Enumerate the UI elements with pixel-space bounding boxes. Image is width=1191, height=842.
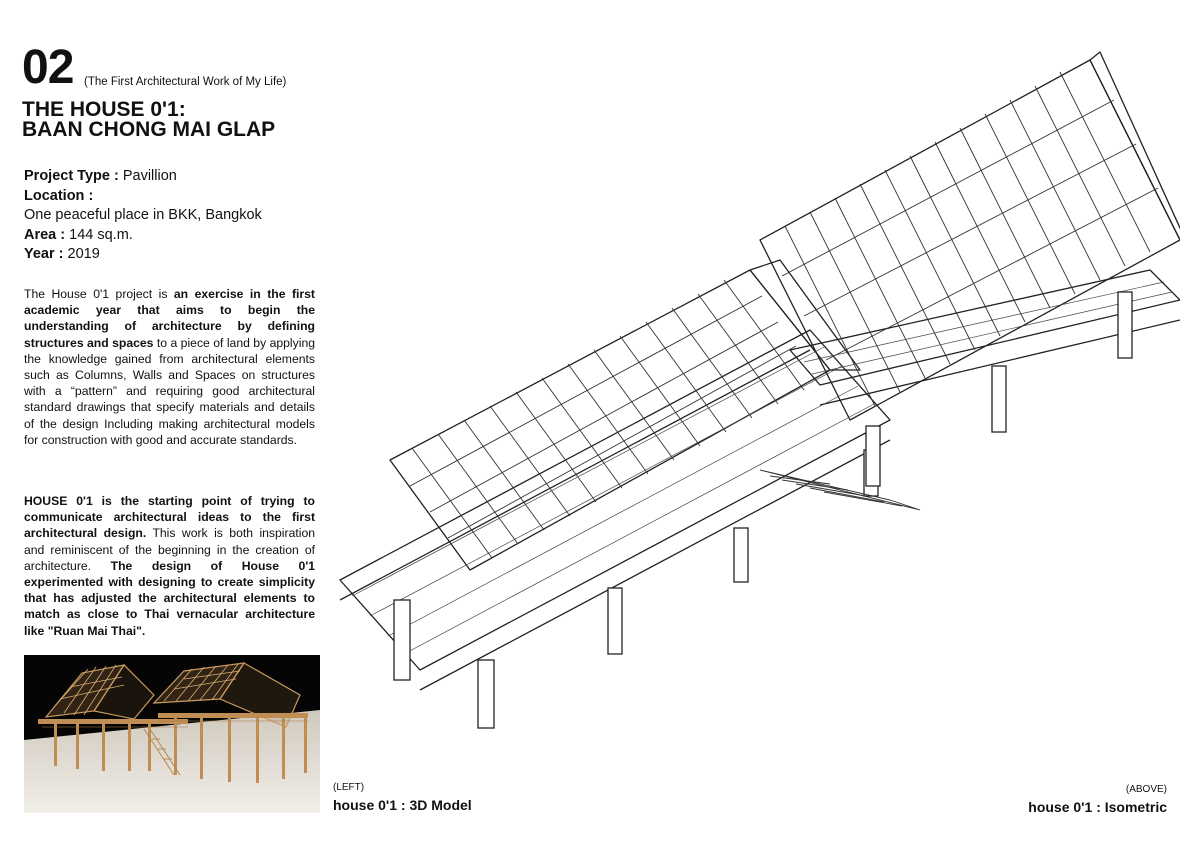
para2-text-1: This work is both inspiration and reminiscent of the beginning in the creation of architecture. [24,526,315,573]
project-title [22,100,275,140]
meta-year [24,245,324,265]
para2-bold-2: The design of House 0'1 experimented with designing to create simplicity that has adjusted the architectural elements to match as close to Thai vernacular architecture like "Ruan Mai Thai". [24,558,315,638]
meta-project-type-label: Project Type : [24,168,119,184]
meta-area-label: Area : [24,226,66,243]
para2-bold-1: HOUSE 0'1 is the starting point of trying to communicate architectural ideas to the first architectural design. [24,494,315,541]
project-meta [24,167,324,265]
meta-year-value: 2019 [63,246,100,262]
caption-left-title: house 0'1 : 3D Model [333,797,472,813]
meta-area [24,226,324,246]
meta-project-type-value: Pavillion [118,168,177,184]
meta-area-value: 144 sq.m. [65,226,133,243]
project-title-line1: THE HOUSE 0'1: [22,98,186,121]
meta-location [24,187,324,207]
project-title-line2: BAAN CHONG MAI GLAP [22,118,276,141]
meta-location-label: Location : [24,187,94,204]
isometric-drawing [330,40,1180,780]
meta-project-type [24,167,324,187]
description-paragraph-2 [24,493,315,639]
meta-location-value: One peaceful place in BKK, Bangkok [24,207,262,223]
para1-bold-1: an exercise in the first academic year that aims to begin the understanding of architecture by defining structures and spaces [24,287,315,350]
para1-text-2: to a piece of land by applying the knowledge gained from architectural elements such as Columns, Walls and Spaces on structures with a “pattern” and requiring good architectural standard drawings that specify materials and details of the design Including making architectural models for construction with good and accurate standards. [24,335,315,447]
section-number: 02 [22,41,74,94]
para1-text-1: The House 0'1 project is [24,287,174,301]
caption-right-small: (ABOVE) [1125,784,1167,795]
meta-year-label: Year : [24,246,64,262]
section-subtitle: (The First Architectural Work of My Life) [84,76,287,88]
caption-right-title: house 0'1 : Isometric [1028,799,1167,815]
caption-left-small: (LEFT) [333,782,365,793]
description-paragraph-1 [24,286,315,448]
model-photo [24,655,320,813]
